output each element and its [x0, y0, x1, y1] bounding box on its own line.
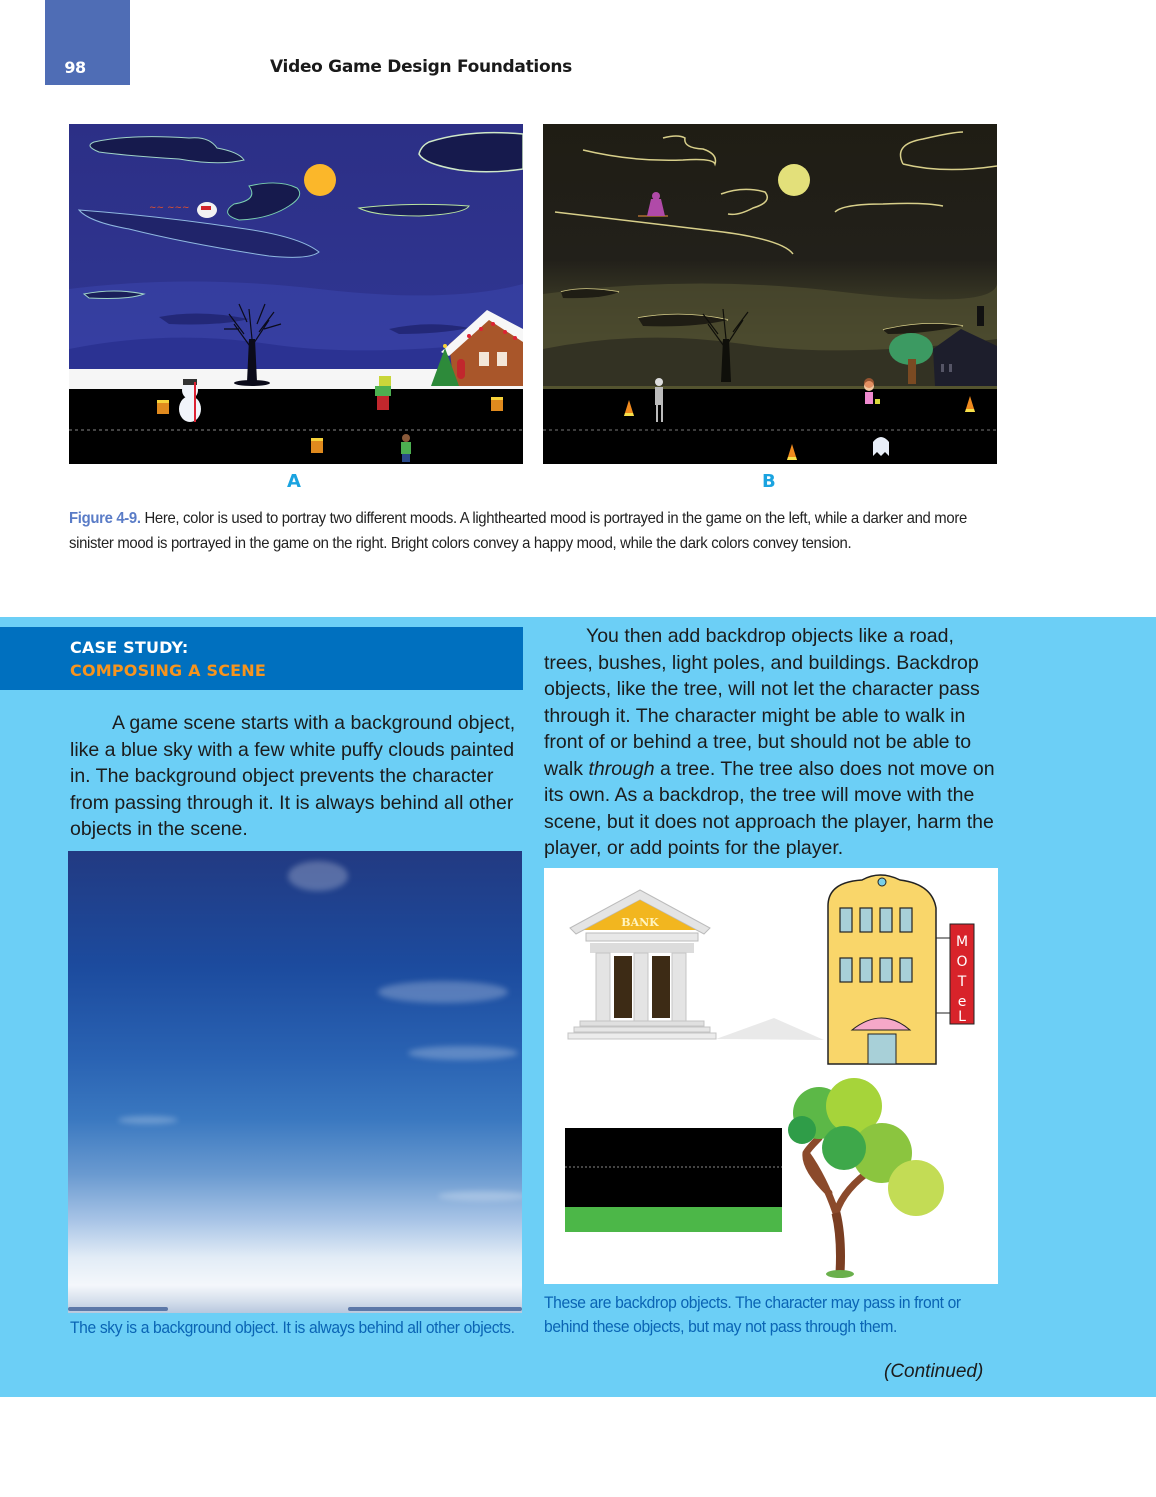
panel-label-b: B	[762, 471, 776, 492]
figure-caption-text: Here, color is used to portray two different moods. A lighthearted mood is portrayed in the game on the left, while a darker and more sinister mood is portrayed in the game on the right. Bright colors convey a happy mood, while the dark colors convey tension.	[69, 510, 967, 552]
figure-number: Figure 4-9.	[69, 510, 141, 527]
tree-icon	[788, 1078, 944, 1278]
continued-label: (Continued)	[884, 1361, 984, 1382]
svg-text:e: e	[957, 994, 967, 1010]
case-study-title: COMPOSING A SCENE	[70, 661, 267, 680]
svg-text:M: M	[955, 934, 969, 950]
game-scene-b	[543, 124, 997, 464]
right-paragraph	[544, 623, 1004, 862]
left-paragraph-text: A game scene starts with a background object, like a blue sky with a few white puffy clouds painted in. The background object prevents the character from passing through it. It is always behind all other objects in the scene.	[70, 712, 516, 840]
right-paragraph-text-2: a tree. The tree also does not move on its own. As a backdrop, the tree will move with the scene, but it does not approach the player, harm the player, or add points for the player.	[544, 757, 995, 859]
page-number: 98	[64, 58, 86, 77]
case-study-header	[0, 627, 523, 690]
panel-label-a: A	[287, 471, 301, 492]
sky-background-image	[68, 851, 522, 1313]
road-strip-icon	[565, 1128, 782, 1232]
right-paragraph-text-1: You then add backdrop objects like a road, trees, bushes, light poles, and buildings. Backdrop objects, like the tree, will not let the character pass through it. The character might be able to walk in front of or behind a tree, but should not be able to walk	[544, 625, 980, 780]
sky-image-caption: The sky is a background object. It is always behind all other objects.	[70, 1318, 515, 1337]
svg-text:BANK: BANK	[621, 916, 659, 929]
right-paragraph-italic: through	[588, 757, 655, 780]
svg-text:L: L	[958, 1009, 966, 1025]
backdrop-caption: These are backdrop objects. The character may pass in front or behind these objects, but may not pass through them.	[544, 1293, 961, 1336]
left-paragraph	[70, 710, 530, 843]
svg-text:~~ ~~~: ~~ ~~~	[149, 203, 190, 213]
svg-text:T: T	[957, 974, 967, 990]
motel-building-icon	[828, 875, 974, 1064]
running-head: Video Game Design Foundations	[270, 57, 572, 77]
backdrop-objects-image	[544, 868, 998, 1284]
svg-text:O: O	[956, 954, 968, 970]
bank-building-icon	[568, 890, 824, 1040]
game-scene-a	[69, 124, 523, 464]
case-study-label: CASE STUDY:	[70, 638, 189, 657]
page-number-box	[45, 0, 130, 85]
figure-caption	[69, 506, 999, 556]
